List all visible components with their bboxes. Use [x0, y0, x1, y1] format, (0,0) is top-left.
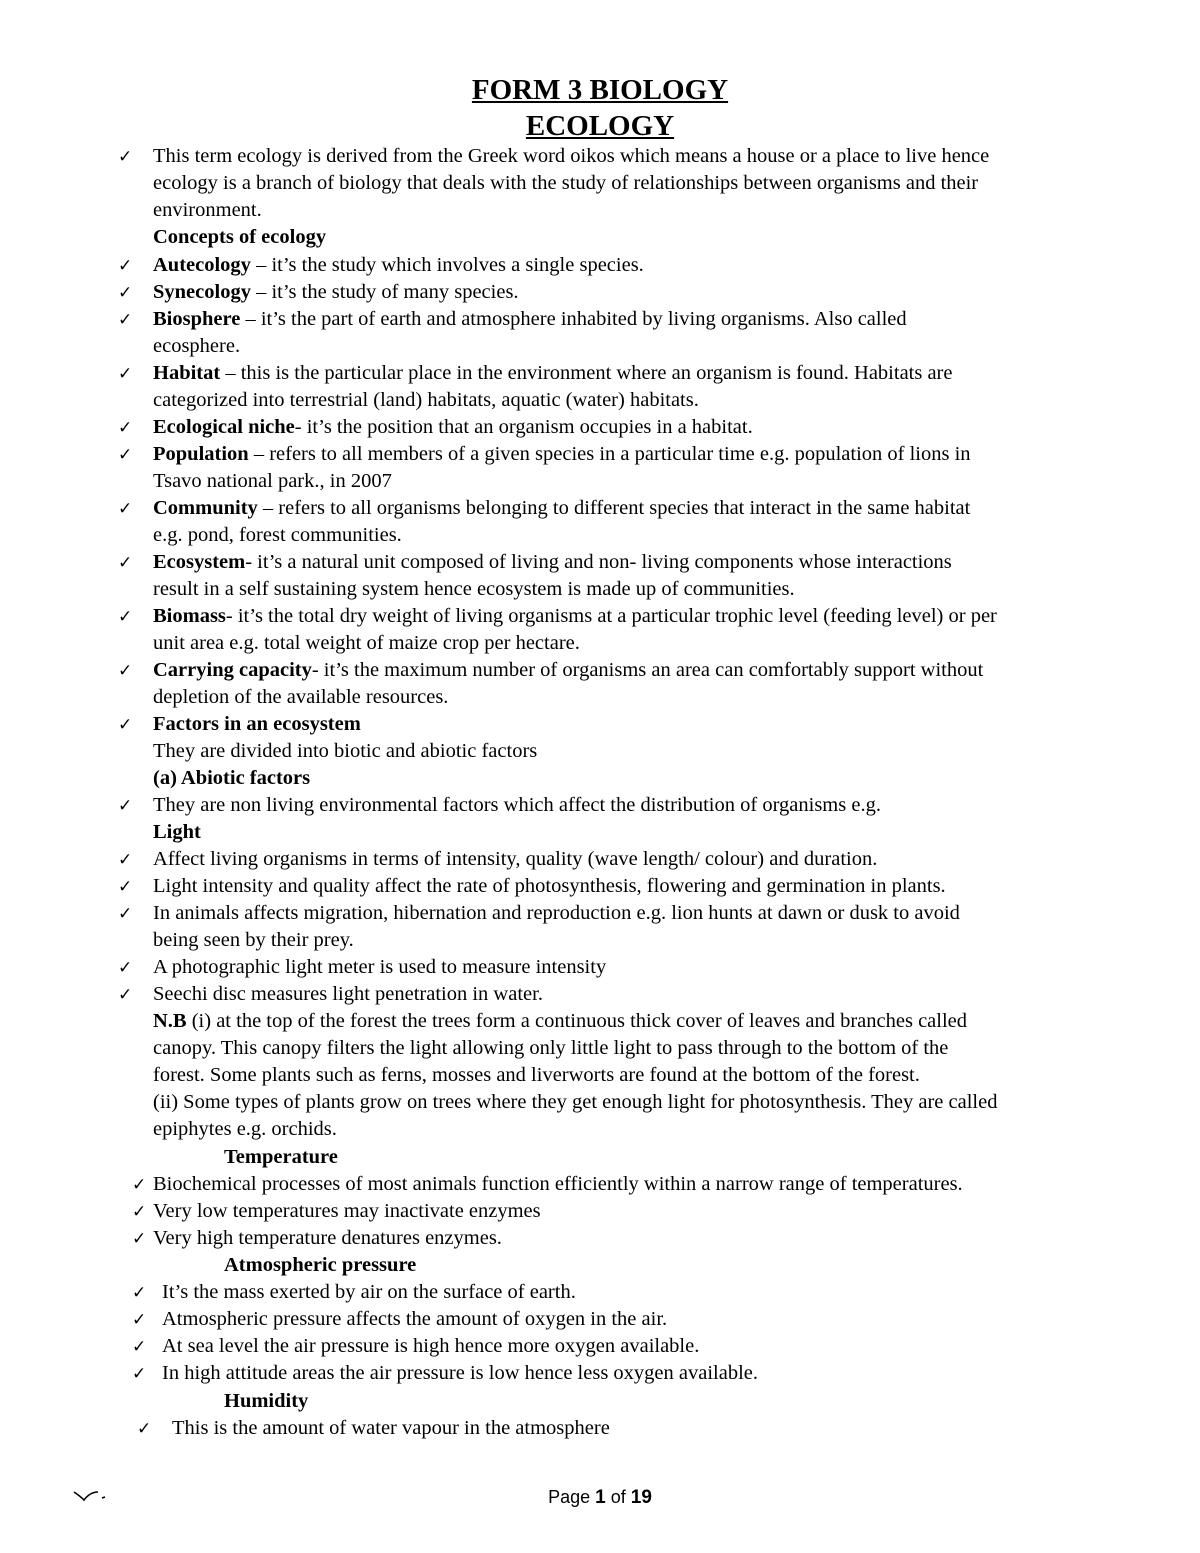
check-icon: ✓ — [118, 607, 133, 627]
list-item: In high attitude areas the air pressure is low hence less oxygen available. — [162, 1362, 759, 1384]
section-heading: Temperature — [224, 1146, 338, 1168]
check-icon: ✓ — [118, 553, 133, 573]
note-line: (ii) Some types of plants grow on trees where they get enough light for photosynthesis. They are called — [153, 1091, 998, 1113]
check-icon: ✓ — [118, 499, 133, 519]
check-icon: ✓ — [118, 418, 133, 438]
list-item: Very low temperatures may inactivate enzymes — [153, 1200, 541, 1222]
check-icon: ✓ — [118, 850, 133, 870]
check-icon: ✓ — [118, 877, 133, 897]
document-subtitle: ECOLOGY — [525, 110, 675, 142]
list-item-continuation: e.g. pond, forest communities. — [153, 524, 402, 546]
list-item: At sea level the air pressure is high hence more oxygen available. — [162, 1335, 700, 1357]
list-item: Synecology – it’s the study of many species. — [153, 281, 519, 303]
list-item-continuation: Tsavo national park., in 2007 — [153, 470, 392, 492]
check-icon: ✓ — [118, 147, 133, 167]
list-item: Autecology – it’s the study which involves a single species. — [153, 254, 644, 276]
list-item-continuation: They are divided into biotic and abiotic factors — [153, 740, 538, 762]
list-item: This is the amount of water vapour in the atmosphere — [172, 1417, 610, 1439]
list-item: In animals affects migration, hibernation and reproduction e.g. lion hunts at dawn or dusk to avoid — [153, 902, 960, 924]
section-heading: Light — [153, 821, 201, 843]
check-icon: ✓ — [132, 1202, 147, 1222]
page-number: 1 — [595, 1487, 606, 1508]
list-item: Population – refers to all members of a given species in a particular time e.g. population of lions in — [153, 443, 971, 465]
note-line: N.B (i) at the top of the forest the trees form a continuous thick cover of leaves and branches called — [153, 1010, 968, 1032]
check-icon: ✓ — [132, 1364, 147, 1384]
list-item: Ecological niche- it’s the position that an organism occupies in a habitat. — [153, 416, 753, 438]
list-item-continuation: being seen by their prey. — [153, 929, 354, 951]
check-icon: ✓ — [137, 1419, 152, 1439]
check-icon: ✓ — [118, 445, 133, 465]
check-icon: ✓ — [118, 904, 133, 924]
list-item-continuation: unit area e.g. total weight of maize crop per hectare. — [153, 632, 580, 654]
section-heading: (a) Abiotic factors — [153, 767, 311, 789]
list-item: It’s the mass exerted by air on the surface of earth. — [162, 1281, 576, 1303]
list-item: Ecosystem- it’s a natural unit composed of living and non- living components whose interactions — [153, 551, 952, 573]
check-icon: ✓ — [118, 661, 133, 681]
check-icon: ✓ — [118, 985, 133, 1005]
page-label: Page — [548, 1487, 591, 1507]
check-icon: ✓ — [118, 256, 133, 276]
page-total: 19 — [630, 1487, 652, 1508]
section-heading: Atmospheric pressure — [224, 1254, 417, 1276]
list-item: Community – refers to all organisms belonging to different species that interact in the same habitat — [153, 497, 971, 519]
check-icon: ✓ — [118, 796, 133, 816]
check-icon: ✓ — [132, 1229, 147, 1249]
of-label: of — [610, 1487, 626, 1507]
list-item-continuation: categorized into terrestrial (land) habitats, aquatic (water) habitats. — [153, 389, 699, 411]
list-item: They are non living environmental factors which affect the distribution of organisms e.g. — [153, 794, 881, 816]
list-item: A photographic light meter is used to measure intensity — [153, 956, 607, 978]
check-icon: ✓ — [132, 1175, 147, 1195]
check-icon: ✓ — [118, 958, 133, 978]
list-item: Affect living organisms in terms of intensity, quality (wave length/ colour) and duration. — [153, 848, 878, 870]
intro-line: environment. — [153, 199, 262, 221]
list-item: Biochemical processes of most animals function efficiently within a narrow range of temperatures. — [153, 1173, 963, 1195]
list-item: Carrying capacity- it’s the maximum number of organisms an area can comfortably support without — [153, 659, 984, 681]
check-icon: ✓ — [118, 364, 133, 384]
check-icon: ✓ — [132, 1310, 147, 1330]
page-footer — [0, 1487, 1200, 1509]
list-item: Seechi disc measures light penetration in water. — [153, 983, 543, 1005]
list-item-continuation: result in a self sustaining system hence ecosystem is made up of communities. — [153, 578, 795, 600]
list-item-continuation: depletion of the available resources. — [153, 686, 449, 708]
list-item: Atmospheric pressure affects the amount of oxygen in the air. — [162, 1308, 668, 1330]
list-item: Biosphere – it’s the part of earth and atmosphere inhabited by living organisms. Also called — [153, 308, 907, 330]
section-heading: Concepts of ecology — [153, 226, 327, 248]
note-line: forest. Some plants such as ferns, mosses and liverworts are found at the bottom of the forest. — [153, 1064, 920, 1086]
intro-line: ecology is a branch of biology that deals with the study of relationships between organisms and their — [153, 172, 979, 194]
note-line: epiphytes e.g. orchids. — [153, 1118, 337, 1140]
check-icon: ✓ — [118, 283, 133, 303]
list-item: Very high temperature denatures enzymes. — [153, 1227, 502, 1249]
list-item: Light intensity and quality affect the rate of photosynthesis, flowering and germination in plants. — [153, 875, 946, 897]
note-line: canopy. This canopy filters the light allowing only little light to pass through to the bottom of the — [153, 1037, 949, 1059]
check-icon: ✓ — [118, 310, 133, 330]
intro-line: This term ecology is derived from the Greek word oikos which means a house or a place to live hence — [153, 145, 990, 167]
check-icon: ✓ — [118, 715, 133, 735]
section-heading: Humidity — [224, 1390, 309, 1412]
check-icon: ✓ — [132, 1337, 147, 1357]
list-item: Habitat – this is the particular place in the environment where an organism is found. Habitats are — [153, 362, 953, 384]
list-item: Biomass- it’s the total dry weight of living organisms at a particular trophic level (feeding level) or per — [153, 605, 997, 627]
check-icon: ✓ — [132, 1283, 147, 1303]
list-item-continuation: ecosphere. — [153, 335, 241, 357]
list-item: Factors in an ecosystem — [153, 713, 361, 735]
document-title: FORM 3 BIOLOGY — [471, 74, 729, 106]
